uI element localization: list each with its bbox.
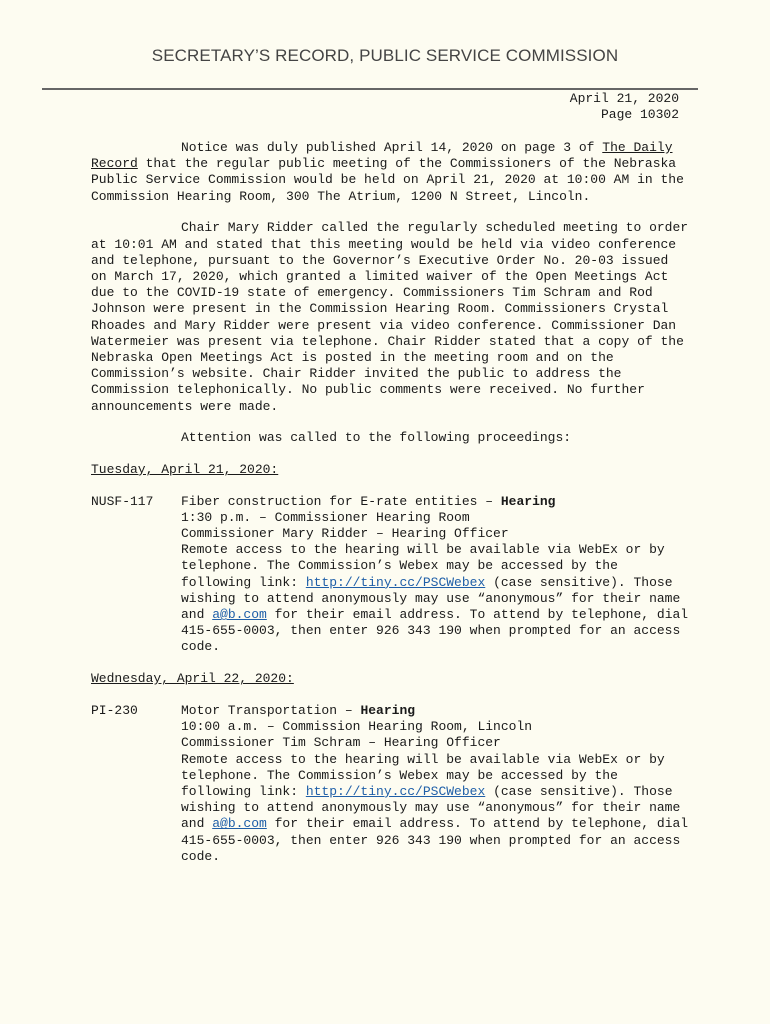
remote-text-2: (case sensitive). Those wishing to attend anonymously may use “anonymous” for their name and: [181, 574, 681, 623]
proceeding-title-bold: Hearing: [500, 493, 556, 509]
hearing-officer: Commissioner Mary Ridder – Hearing Officer: [181, 526, 509, 542]
remote-text-3: for their email address. To attend by telephone, dial 415-655-0003, then enter 926 343 190 when prompted for an access code.: [181, 607, 689, 655]
proceeding-details: [181, 494, 691, 656]
proceeding-item: [91, 703, 691, 865]
proceeding-item: [91, 494, 691, 656]
email-link[interactable]: a@b.com: [212, 816, 267, 832]
hearing-officer: Commissioner Tim Schram – Hearing Officer: [181, 735, 501, 751]
proceeding-time: 10:00 a.m. – Commission Hearing Room, Lincoln: [181, 719, 533, 735]
proceeding-title-bold: Hearing: [360, 702, 416, 718]
notice-paragraph: [91, 140, 691, 205]
remote-text-1: Remote access to the hearing will be available via WebEx or by telephone. The Commission’s Webex may be accessed by the following link:: [181, 542, 665, 590]
page-header-title: SECRETARY’S RECORD, PUBLIC SERVICE COMMISSION: [151, 46, 619, 65]
proceeding-details: [181, 703, 691, 865]
notice-text-1: Notice was duly published April 14, 2020 on page 3 of: [181, 140, 603, 155]
proceeding-title-text: Fiber construction for E-rate entities –: [181, 493, 501, 509]
remote-text-2: (case sensitive). Those wishing to attend anonymously may use “anonymous” for their name and: [181, 783, 681, 832]
day-heading: Tuesday, April 21, 2020:: [91, 461, 279, 477]
proceeding-title: [181, 494, 691, 510]
call-to-order-paragraph: Chair Mary Ridder called the regularly scheduled meeting to order at 10:01 AM and stated that this meeting would be held via video conference and telephone, pursuant to the Governor’s Executive Order No. 20-03 issued on March 17, 2020, which granted a limited waiver of the Open Meetings Act due to the COVID-19 state of emergency. Commissioners Tim Schram and Rod Johnson were present in the Commission Hearing Room. Commissioners Crystal Rhoades and Mary Ridder were present via video conference. Commissioner Dan Watermeier was present via telephone. Chair Ridder stated that a copy of the Nebraska Open Meetings Act is posted in the meeting room and on the Commission’s website. Chair Ridder invited the public to address the Commission telephonically. No public comments were received. No further announcements were made.: [91, 220, 689, 414]
proceeding-code: NUSF-117: [91, 493, 154, 509]
attention-paragraph: Attention was called to the following proceedings:: [181, 430, 572, 446]
publication-name: The Daily Record: [91, 140, 673, 172]
remote-access-text: [181, 542, 691, 655]
record-body: [91, 140, 691, 880]
remote-access-text: [181, 752, 691, 865]
webex-link[interactable]: http://tiny.cc/PSCWebex: [305, 783, 486, 799]
page-number: Page 10302: [600, 107, 679, 123]
remote-text-1: Remote access to the hearing will be available via WebEx or by telephone. The Commission’s Webex may be accessed by the following link:: [181, 751, 665, 799]
proceeding-code: PI-230: [91, 702, 138, 718]
proceeding-title: [181, 703, 691, 719]
day-heading: Wednesday, April 22, 2020:: [91, 671, 294, 687]
notice-text-2: that the regular public meeting of the Commissioners of the Nebraska Public Service Commission would be held on April 21, 2020 at 10:00 AM in the Commission Hearing Room, 300 The Atrium, 1200 N Street, Lincoln.: [91, 156, 684, 204]
remote-text-3: for their email address. To attend by telephone, dial 415-655-0003, then enter 926 343 190 when prompted for an access code.: [181, 816, 689, 864]
date-block: [570, 91, 679, 123]
webex-link[interactable]: http://tiny.cc/PSCWebex: [305, 574, 486, 590]
proceeding-time: 1:30 p.m. – Commissioner Hearing Room: [181, 509, 470, 525]
record-date: April 21, 2020: [569, 91, 679, 106]
proceeding-title-text: Motor Transportation –: [181, 702, 361, 718]
email-link[interactable]: a@b.com: [212, 607, 267, 623]
header-divider: [42, 88, 698, 90]
